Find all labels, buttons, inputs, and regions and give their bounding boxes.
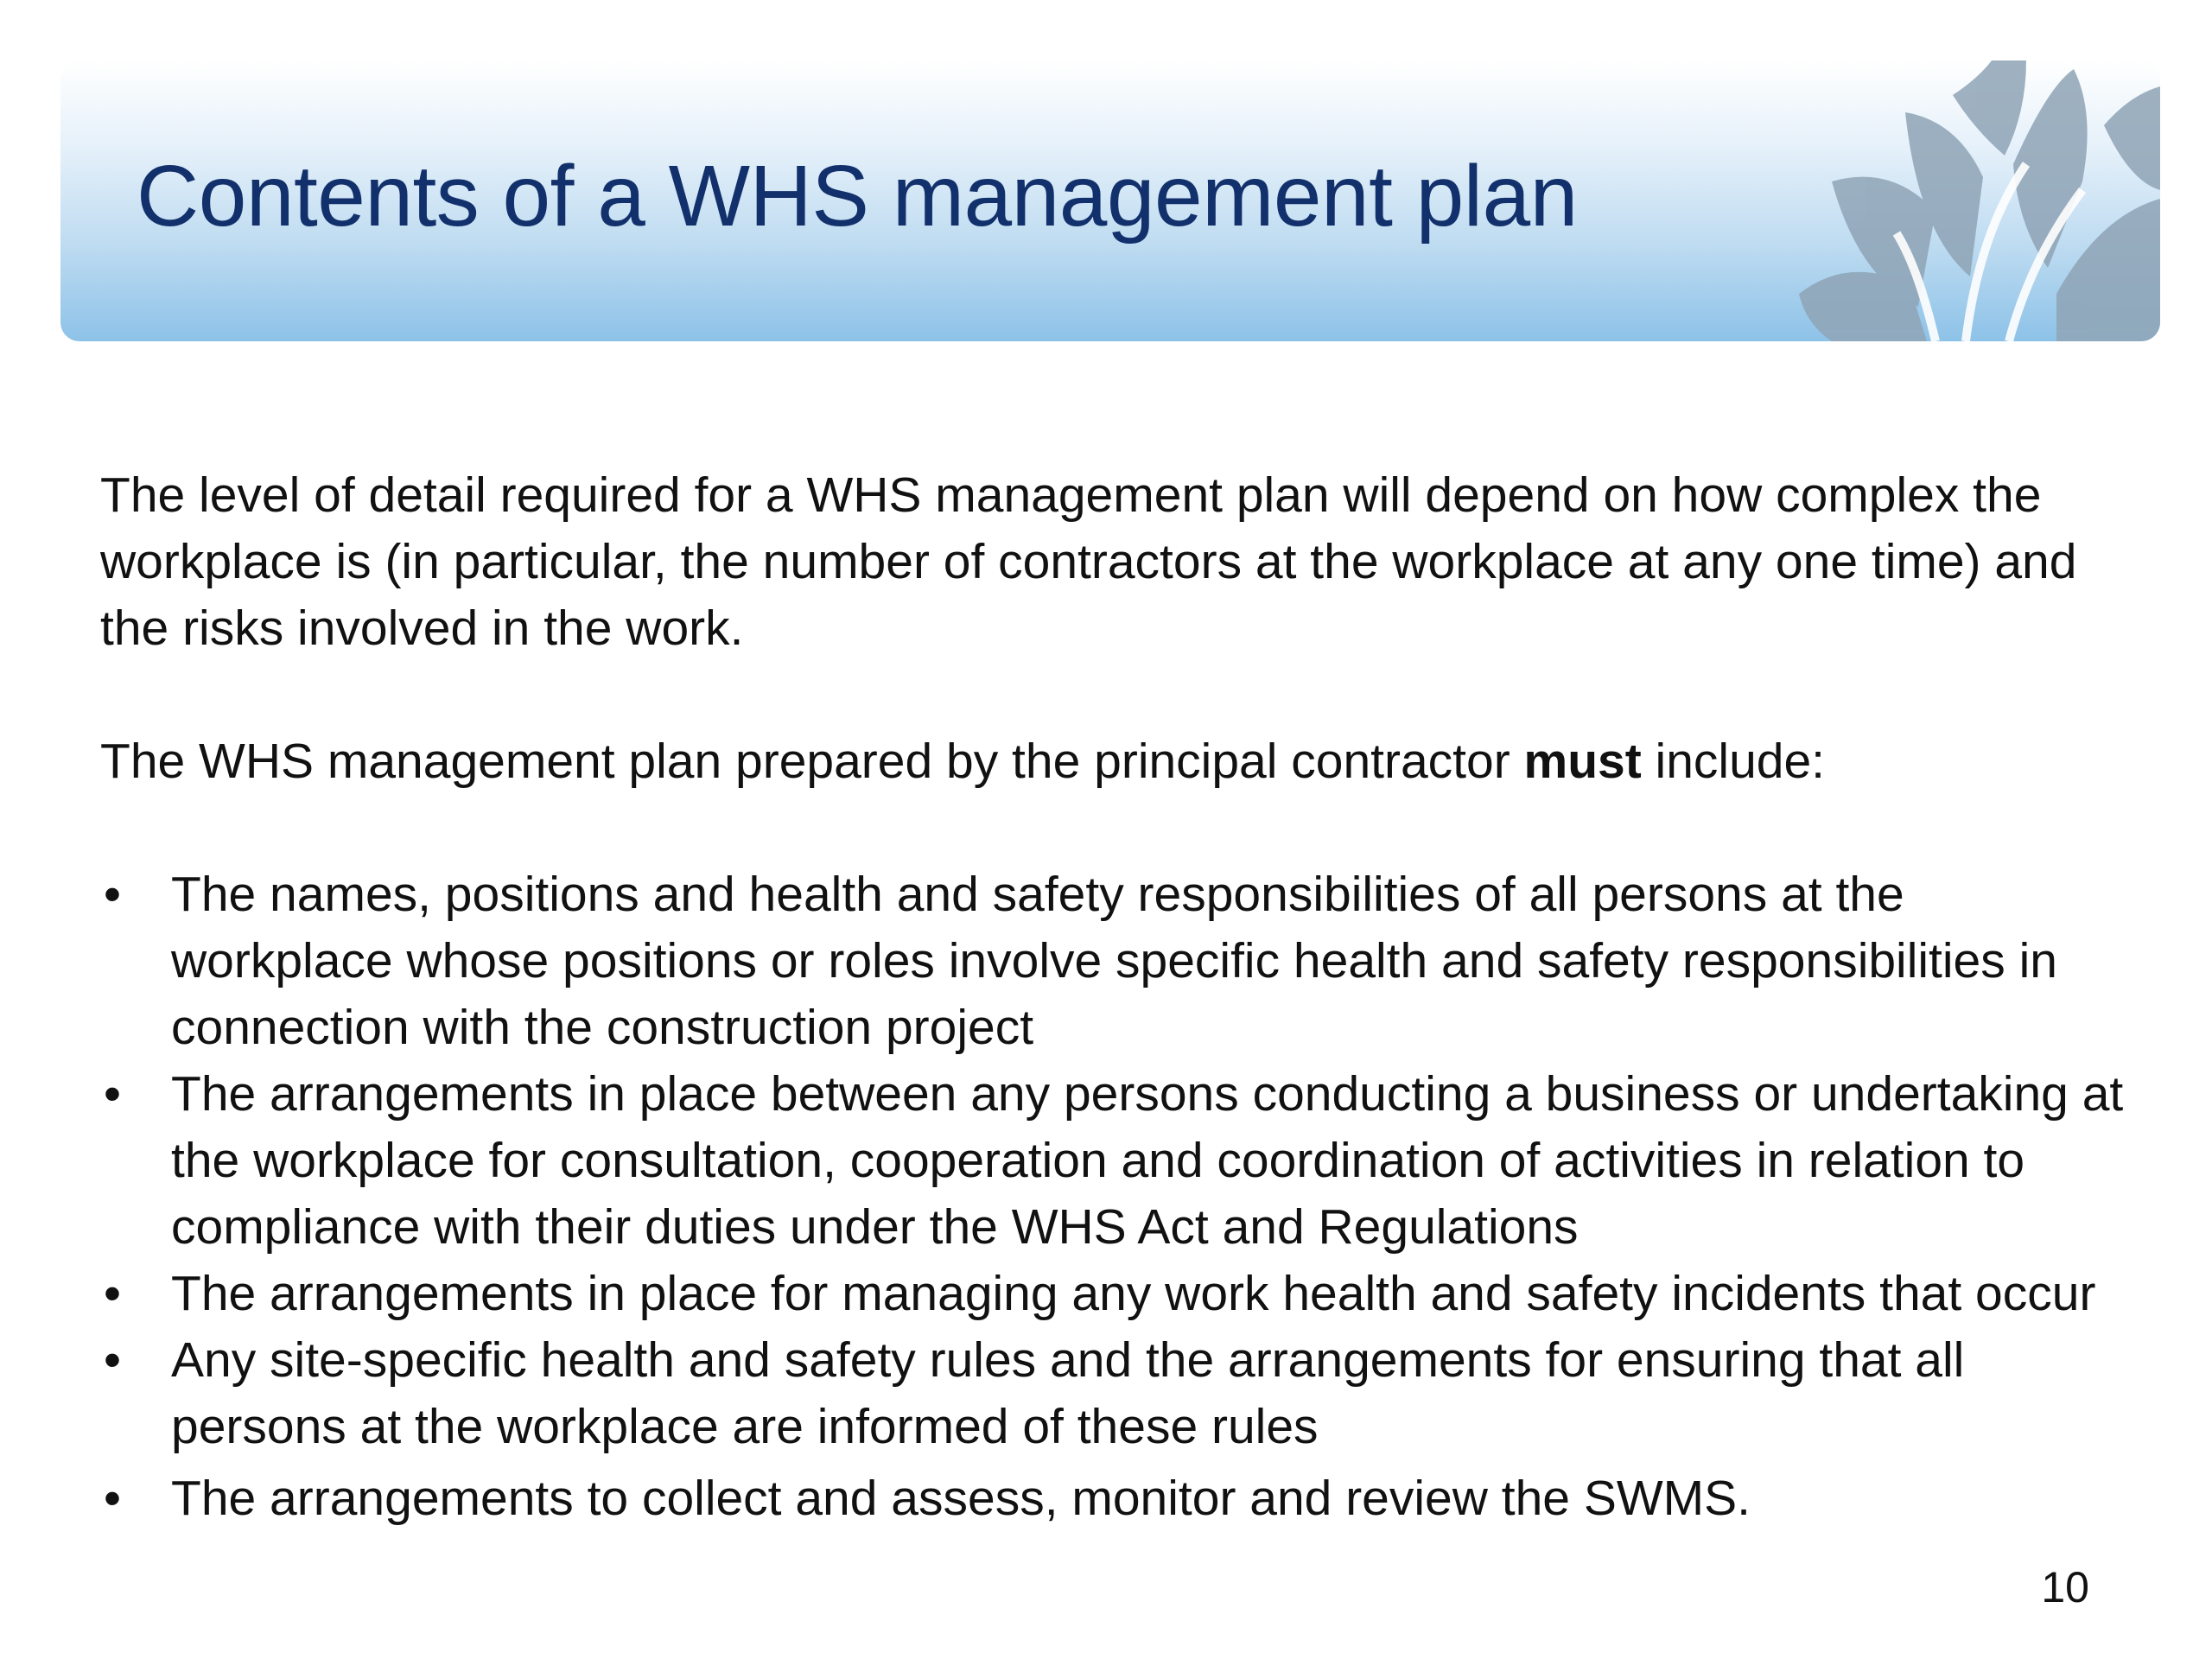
paragraph-spacer <box>100 795 2139 861</box>
list-item <box>100 1061 2139 1261</box>
bullet-icon: • <box>104 1066 121 1122</box>
list-item <box>100 1327 2139 1460</box>
waratah-logo-icon <box>1797 60 2160 341</box>
slide-title: Contents of a WHS management plan <box>137 148 1578 245</box>
list-item-text: The names, positions and health and safety responsibilities of all persons at the workplace whose positions or roles involve specific health and safety responsibilities in connection with the construction project <box>171 867 2057 1055</box>
bullet-icon: • <box>104 1471 121 1526</box>
bullet-icon: • <box>104 1332 121 1388</box>
bullet-icon: • <box>104 867 121 922</box>
requirements-list <box>100 861 2139 1532</box>
list-item <box>100 861 2139 1061</box>
bullet-icon: • <box>104 1266 121 1321</box>
title-banner <box>60 60 2160 341</box>
page-number: 10 <box>2041 1563 2089 1611</box>
list-item <box>100 1465 2139 1532</box>
lead-emphasis: must <box>1523 734 1642 789</box>
lead-text-after: include: <box>1641 734 1826 789</box>
list-item-text: Any site-specific health and safety rules and the arrangements for ensuring that all persons at the workplace are informed of these rules <box>171 1332 1965 1454</box>
list-item-text: The arrangements to collect and assess, monitor and review the SWMS. <box>171 1471 1751 1526</box>
lead-paragraph <box>100 728 2139 795</box>
intro-paragraph: The level of detail required for a WHS management plan will depend on how complex the workplace is (in particular, the number of contractors at the workplace at any one time) and the risks involved in the work. <box>100 467 2077 656</box>
list-item <box>100 1261 2139 1327</box>
list-item-text: The arrangements in place between any persons conducting a business or undertaking at the workplace for consultation, cooperation and coordination of activities in relation to compliance with their duties under the WHS Act and Regulations <box>171 1066 2124 1255</box>
lead-text-before: The WHS management plan prepared by the principal contractor <box>100 734 1524 789</box>
list-item-text: The arrangements in place for managing any work health and safety incidents that occur <box>171 1266 2096 1321</box>
paragraph-spacer <box>100 662 2139 728</box>
slide-body <box>100 462 2139 1532</box>
